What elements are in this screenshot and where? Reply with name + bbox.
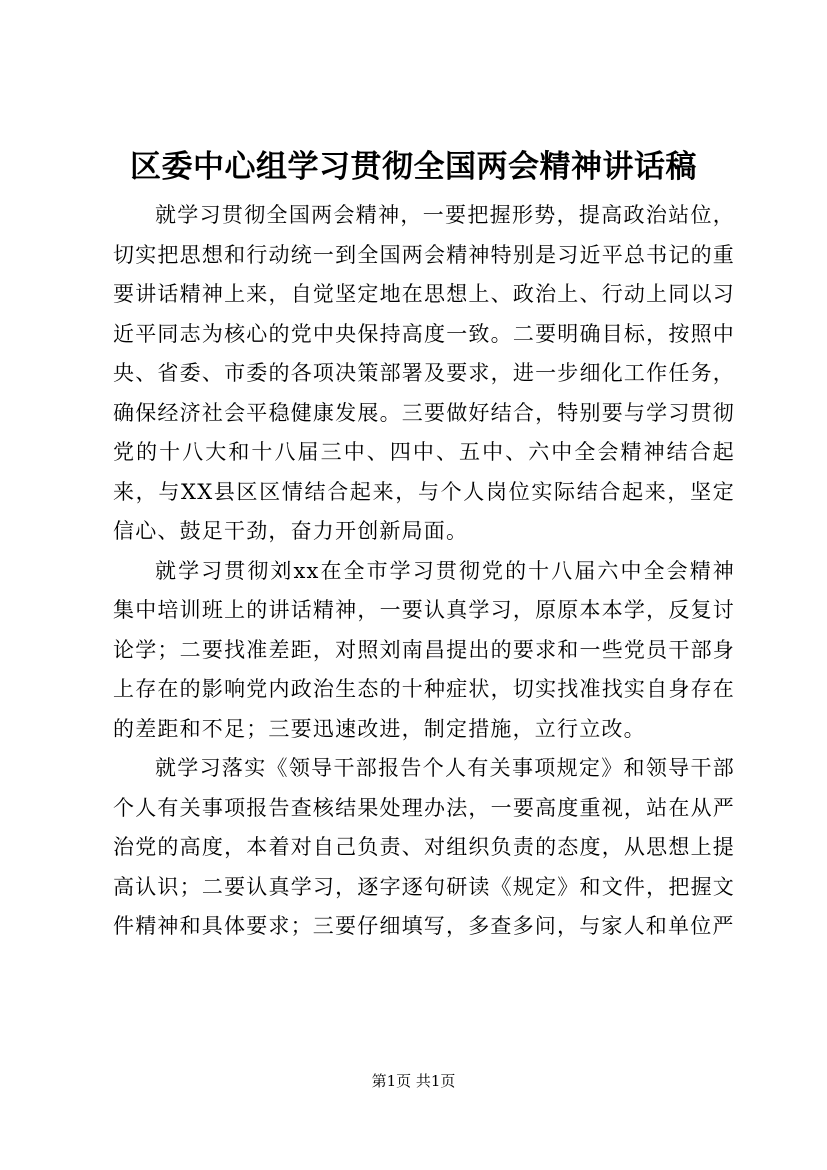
paragraph-2: 就学习贯彻刘xx在全市学习贯彻党的十八届六中全会精神集中培训班上的讲话精神，一要认真学习，原原本本学，反复讨论学；二要找准差距，对照刘南昌提出的要求和一些党员干部身上存在的影响党内政治生态的十种症状，切实找准找实自身存在的差距和不足；三要迅速改进，制定措施，立行立改。 bbox=[113, 558, 735, 741]
document-title: 区委中心组学习贯彻全国两会精神讲话稿 bbox=[130, 149, 697, 185]
paragraph-1: 就学习贯彻全国两会精神，一要把握形势，提高政治站位，切实把思想和行动统一到全国两会精神特别是习近平总书记的重要讲话精神上来，自觉坚定地在思想上、政治上、行动上同以习近平同志为核心的党中央保持高度一致。二要明确目标，按照中央、省委、市委的各项决策部署及要求，进一步细化工作任务，确保经济社会平稳健康发展。三要做好结合，特别要与学习贯彻党的十八大和十八届三中、四中、五中、六中全会精神结合起来，与XX县区区情结合起来，与个人岗位实际结合起来，坚定信心、鼓足干劲，奋力开创新局面。 bbox=[113, 203, 735, 543]
document-body bbox=[113, 196, 735, 947]
paragraph-3: 就学习落实《领导干部报告个人有关事项规定》和领导干部个人有关事项报告查核结果处理办法，一要高度重视，站在从严治党的高度，本着对自己负责、对组织负责的态度，从思想上提高认识；二要认真学习，逐字逐句研读《规定》和文件，把握文件精神和具体要求；三要仔细填写，多查多问，与家人和单位严 bbox=[113, 756, 735, 938]
page-footer: 第1页 共1页 bbox=[371, 1072, 456, 1090]
